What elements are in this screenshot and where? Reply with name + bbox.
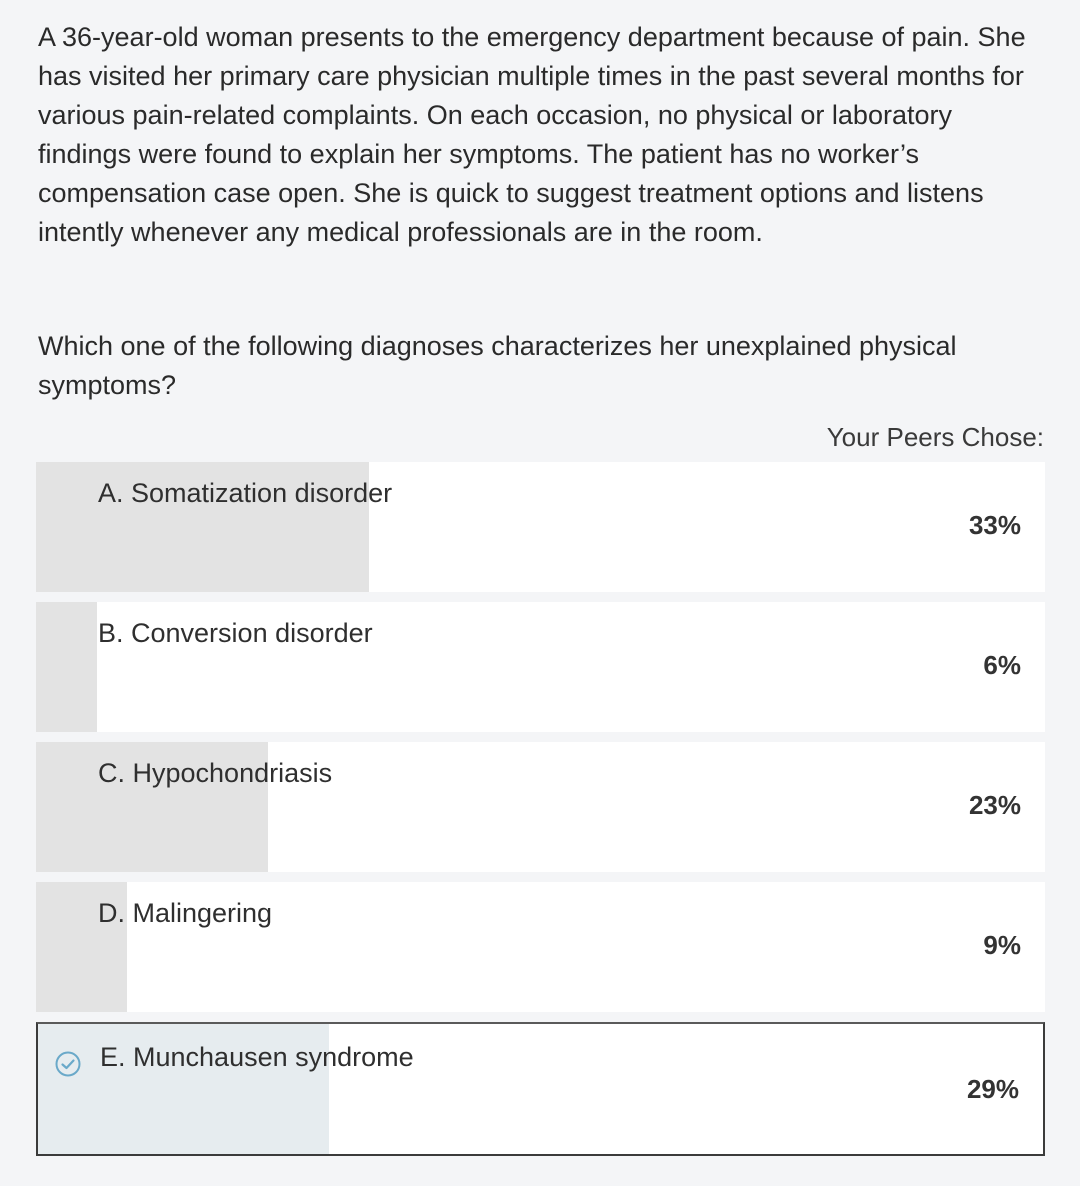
answer-option-label: D. Malingering — [98, 898, 273, 928]
answer-option-label: A. Somatization disorder — [98, 478, 393, 508]
peer-percent: 6% — [983, 650, 1021, 680]
answer-option-label: C. Hypochondriasis — [98, 758, 333, 788]
question-stem: A 36-year-old woman presents to the emergency department because of pain. She has visited her primary care physician multiple times in the past several months for various pain-related complaints. On each occasion, no physical or laboratory findings were found to explain her symptoms. The patient has no worker’s compensation case open. She is quick to suggest treatment options and listens intently whenever any medical professionals are in the room. — [38, 22, 1026, 247]
peer-percent-bar — [36, 602, 97, 732]
question-prompt: Which one of the following diagnoses characterizes her unexplained physical symptoms? — [38, 331, 957, 400]
check-circle-icon — [54, 1050, 82, 1078]
peer-percent: 9% — [983, 930, 1021, 960]
answer-options — [36, 462, 1045, 1166]
peer-percent: 33% — [968, 510, 1021, 540]
answer-option-d[interactable] — [36, 882, 1045, 1012]
peer-percent: 29% — [966, 1074, 1019, 1104]
answer-option-c[interactable] — [36, 742, 1045, 872]
answer-option-e[interactable] — [36, 1022, 1045, 1156]
peer-percent: 23% — [968, 790, 1021, 820]
answer-option-label: E. Munchausen syndrome — [100, 1042, 414, 1072]
answer-option-b[interactable] — [36, 602, 1045, 732]
answer-option-label: B. Conversion disorder — [98, 618, 373, 648]
peers-label: Your Peers Chose: — [826, 422, 1044, 452]
answer-option-a[interactable] — [36, 462, 1045, 592]
